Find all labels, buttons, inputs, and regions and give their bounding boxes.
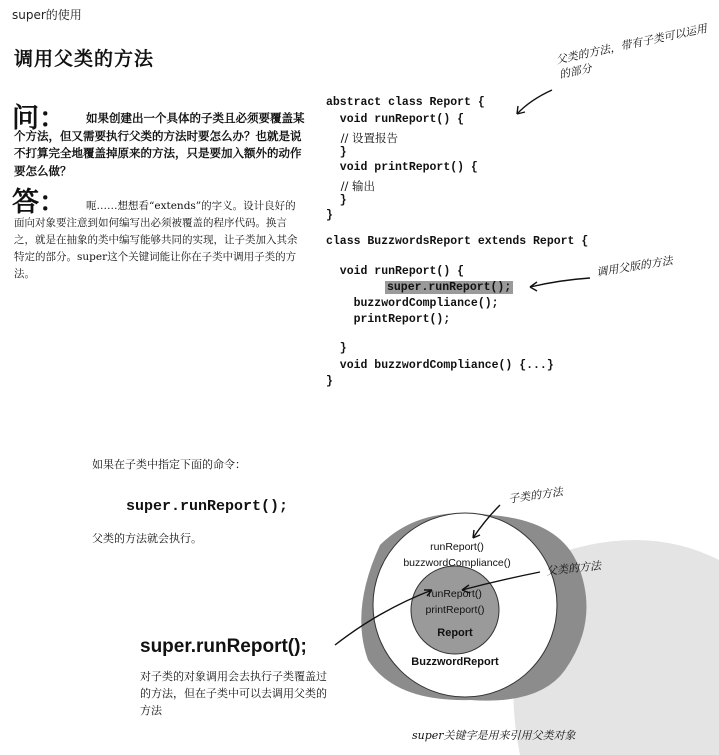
code-line: }: [326, 146, 347, 159]
answer-mark-label: 答：: [12, 187, 66, 218]
code-line: }: [326, 375, 333, 388]
parent-method-note: 父类的方法，带有子类可以运用的部分: [554, 21, 709, 82]
arrow-parent-note: [517, 90, 552, 114]
inner-method-1: runReport(): [428, 588, 482, 600]
question-mark-label: 问：: [12, 103, 66, 134]
super-call-big: super.runReport();: [140, 636, 307, 657]
code-line: void runReport() {: [326, 113, 465, 126]
question-text: 如果创建出一个具体的子类且必须要覆盖某个方法，但又需要执行父类的方法时要怎么办？也就是说不打算完全地覆盖掉原来的方法，只是要加入额外的动作要怎么做？: [14, 111, 305, 178]
if-subclass-note: 如果在子类中指定下面的命令：: [92, 458, 246, 471]
code-line: }: [326, 342, 347, 355]
code-line: abstract class Report {: [326, 96, 485, 109]
inner-method-2: printReport(): [425, 604, 485, 616]
child-method-note: 子类的方法: [507, 485, 564, 506]
code-line: printReport();: [326, 313, 451, 326]
answer-text: 呃……想想看“extends”的字义。设计良好的面向对象要注意到如何编写出必须被覆盖的程序代码。换言之，就是在抽象的类中编写能够共同的实现，让子类加入其余特定的部分。super这个关键词能让你在子类中调用子类的方法。: [14, 200, 298, 280]
outer-method-1: runReport(): [430, 541, 484, 553]
code-line: void buzzwordCompliance() {...}: [326, 359, 554, 372]
code-line: // 输出: [326, 179, 376, 193]
code-line: class BuzzwordsReport extends Report {: [326, 235, 589, 248]
code-line: void printReport() {: [326, 161, 478, 174]
page-title: 调用父类的方法: [14, 48, 155, 70]
outer-class-name: BuzzwordReport: [411, 656, 499, 668]
code-line: // 设置报告: [326, 131, 399, 145]
call-parent-version-note: 调用父版的方法: [595, 254, 674, 279]
code-line: }: [326, 209, 333, 222]
keyword-note: super关键字是用来引用父类对象: [412, 729, 576, 742]
code-line-highlight: super.runReport();: [387, 281, 512, 294]
code-line: }: [326, 194, 347, 207]
super-call-small: super.runReport();: [126, 498, 289, 515]
outer-method-2: buzzwordCompliance(): [403, 557, 511, 569]
parent-method-label: 父类的方法: [545, 559, 602, 578]
parent-executes-note: 父类的方法就会执行。: [92, 532, 202, 545]
inner-class-name: Report: [437, 627, 473, 639]
code-line: void runReport() {: [326, 265, 465, 278]
super-explain-note: 对子类的对象调用会去执行子类覆盖过的方法，但在子类中可以去调用父类的方法: [140, 670, 327, 717]
code-line: buzzwordCompliance();: [326, 297, 499, 310]
header-tag: super的使用: [12, 8, 82, 22]
arrow-call-parent: [530, 278, 590, 287]
